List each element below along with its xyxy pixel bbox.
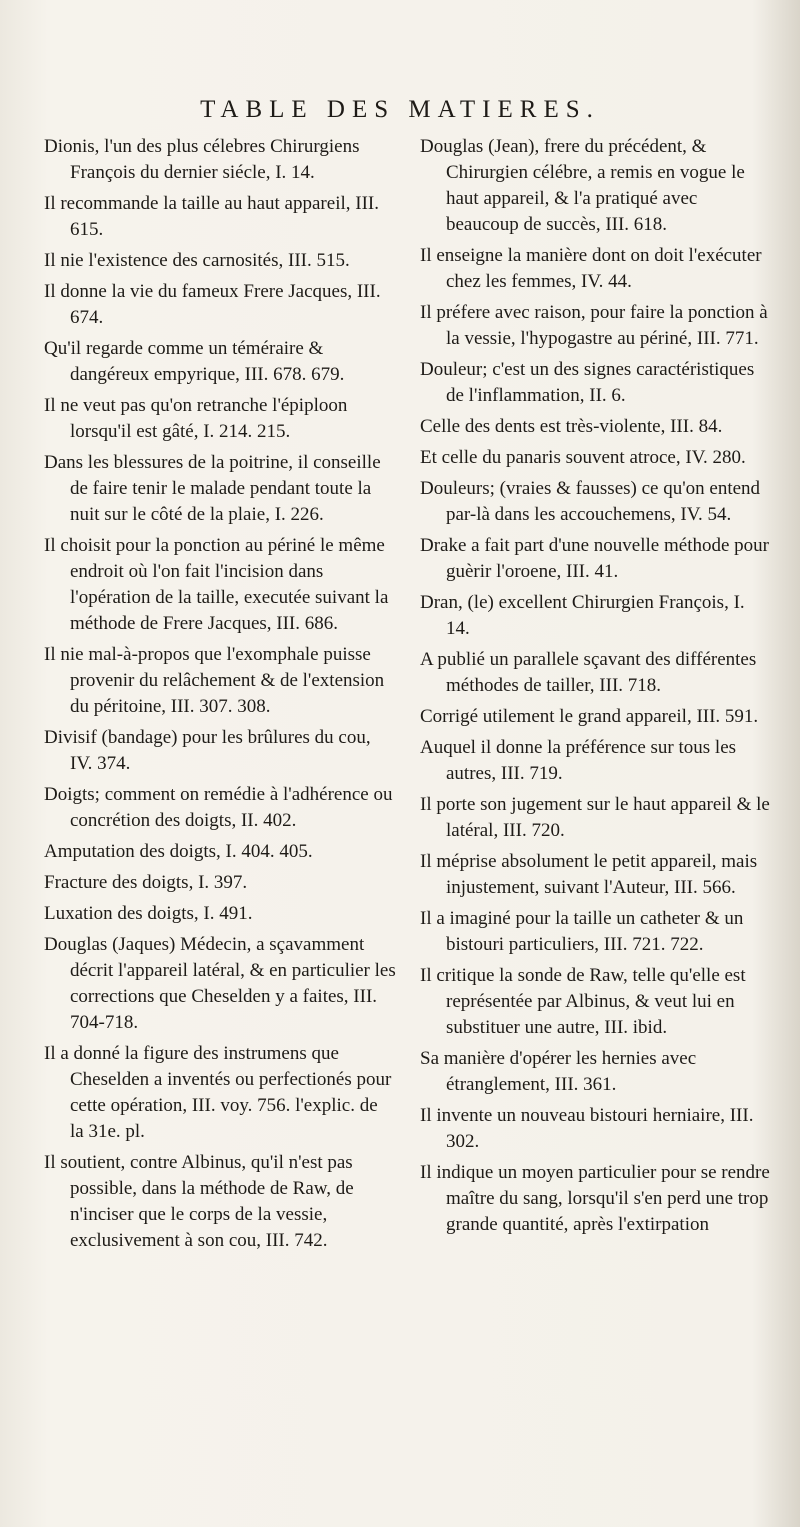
index-entry: Il porte son jugement sur le haut appareil & le latéral, III. 720.: [420, 794, 770, 841]
index-entry: Douleur; c'est un des signes caractéristiques de l'inflammation, II. 6.: [420, 359, 755, 406]
page-header: TABLE DES MATIERES.: [200, 96, 600, 123]
index-entry: Luxation des doigts, I. 491.: [44, 903, 253, 924]
index-columns: [44, 134, 772, 1259]
index-entry: Corrigé utilement le grand appareil, III. 591.: [420, 706, 759, 727]
index-entry: Il soutient, contre Albinus, qu'il n'est pas possible, dans la méthode de Raw, de n'inciser que le corps de la vessie, exclusivement à son cou, III. 742.: [44, 1152, 354, 1251]
index-entry: Douleurs; (vraies & fausses) ce qu'on entend par-là dans les accouchemens, IV. 54.: [420, 478, 761, 525]
right-column: [420, 134, 772, 1259]
index-entry: Il donne la vie du fameux Frere Jacques, III. 674.: [44, 281, 381, 328]
index-entry: Et celle du panaris souvent atroce, IV. 280.: [420, 447, 746, 468]
index-entry: Il a donné la figure des instrumens que Cheselden a inventés ou perfectionés pour cette opération, III. voy. 756. l'explic. de la 31e. pl.: [44, 1043, 392, 1142]
index-entry: Il nie mal-à-propos que l'exomphale puisse provenir du relâchement & de l'extension du péritoine, III. 307. 308.: [44, 644, 385, 717]
index-entry: Dionis, l'un des plus célebres Chirurgiens François du dernier siécle, I. 14.: [44, 136, 360, 183]
index-entry: Il critique la sonde de Raw, telle qu'elle est représentée par Albinus, & veut lui en substituer une autre, III. ibid.: [420, 965, 746, 1038]
index-entry: Dran, (le) excellent Chirurgien François, I. 14.: [420, 592, 745, 639]
index-entry: Celle des dents est très-violente, III. 84.: [420, 416, 723, 437]
index-entry: Auquel il donne la préférence sur tous les autres, III. 719.: [420, 737, 737, 784]
index-entry: Divisif (bandage) pour les brûlures du cou, IV. 374.: [44, 727, 371, 774]
index-entry: Dans les blessures de la poitrine, il conseille de faire tenir le malade pendant toute la nuit sur le côté de la plaie, I. 226.: [44, 452, 381, 525]
left-column: [44, 134, 396, 1259]
index-entry: Douglas (Jaques) Médecin, a sçavamment décrit l'appareil latéral, & en particulier les corrections que Cheselden y a faites, III. 704-718.: [44, 934, 396, 1033]
index-entry: Il recommande la taille au haut appareil, III. 615.: [44, 193, 379, 240]
index-entry: Il choisit pour la ponction au périné le même endroit où l'on fait l'incision dans l'opération de la taille, executée suivant la méthode de Frere Jacques, III. 686.: [44, 535, 389, 634]
index-entry: A publié un parallele sçavant des différentes méthodes de tailler, III. 718.: [420, 649, 757, 696]
index-entry: Drake a fait part d'une nouvelle méthode pour guèrir l'oroene, III. 41.: [420, 535, 769, 582]
index-entry: Il a imaginé pour la taille un catheter & un bistouri particuliers, III. 721. 722.: [420, 908, 744, 955]
index-entry: Il méprise absolument le petit appareil, mais injustement, suivant l'Auteur, III. 566.: [420, 851, 758, 898]
index-entry: Il nie l'existence des carnosités, III. 515.: [44, 250, 350, 271]
index-entry: Doigts; comment on remédie à l'adhérence ou concrétion des doigts, II. 402.: [44, 784, 393, 831]
index-entry: Sa manière d'opérer les hernies avec étranglement, III. 361.: [420, 1048, 697, 1095]
index-entry: Il enseigne la manière dont on doit l'exécuter chez les femmes, IV. 44.: [420, 245, 762, 292]
index-entry: Douglas (Jean), frere du précédent, & Chirurgien célébre, a remis en vogue le haut appareil, & l'a pratiqué avec beaucoup de succès, III. 618.: [420, 136, 745, 235]
index-entry: Il invente un nouveau bistouri herniaire, III. 302.: [420, 1105, 754, 1152]
index-entry: Il préfere avec raison, pour faire la ponction à la vessie, l'hypogastre au périné, III. 771.: [420, 302, 768, 349]
index-entry: Qu'il regarde comme un téméraire & dangéreux empyrique, III. 678. 679.: [44, 338, 345, 385]
index-entry: Il indique un moyen particulier pour se rendre maître du sang, lorsqu'il s'en perd une trop grande quantité, après l'extirpation: [420, 1162, 770, 1235]
index-entry: Il ne veut pas qu'on retranche l'épiploon lorsqu'il est gâté, I. 214. 215.: [44, 395, 348, 442]
index-entry: Fracture des doigts, I. 397.: [44, 872, 248, 893]
index-entry: Amputation des doigts, I. 404. 405.: [44, 841, 313, 862]
